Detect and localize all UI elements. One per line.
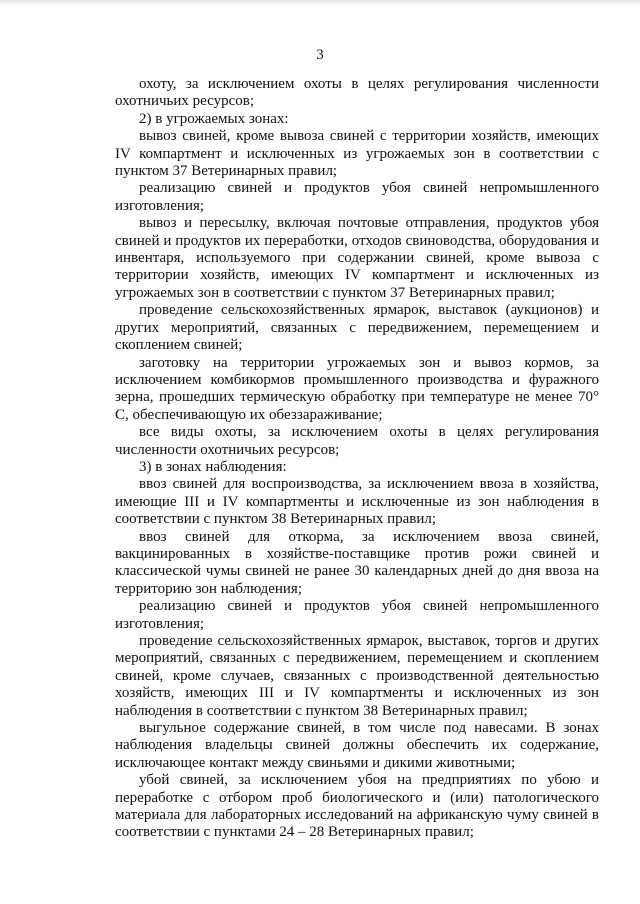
paragraph: вывоз и пересылку, включая почтовые отправления, продуктов убоя свиней и продуктов их переработки, отходов свиноводства, оборудования и инвентаря, используемого при содержании свиней, кроме вывоза с территории хозяйств, имеющих IV компартмент и исключенных из угрожаемых зон в соответствии с пунктом 37 Ветеринарных правил; <box>115 215 599 301</box>
paragraph: заготовку на территории угрожаемых зон и вывоз кормов, за исключением комбикормов промышленного производства и фуражного зерна, прошедших термическую обработку при температуре не менее 70° С, обеспечивающую их обеззараживание; <box>115 354 599 423</box>
paragraph: убой свиней, за исключением убоя на предприятиях по убою и переработке с отбором проб биологического и (или) патологического материала для лабораторных исследований на африканскую чуму свиней в соответствии с пунктами 24 – 28 Ветеринарных правил; <box>115 772 599 841</box>
paragraph: ввоз свиней для воспроизводства, за исключением ввоза в хозяйства, имеющие III и IV компартменты и исключенные из зон наблюдения в соответствии с пунктом 38 Ветеринарных правил; <box>115 476 599 528</box>
paragraph: все виды охоты, за исключением охоты в целях регулирования численности охотничьих ресурсов; <box>115 424 599 458</box>
paragraph: ввоз свиней для откорма, за исключением ввоза свиней, вакцинированных в хозяйстве-поставщике против рожи свиней и классической чумы свиней не ранее 30 календарных дней до дня ввоза на территорию зон наблюдения; <box>115 528 599 597</box>
paragraph: охоту, за исключением охоты в целях регулирования численности охотничьих ресурсов; <box>115 76 599 110</box>
section-heading: 2) в угрожаемых зонах: <box>139 110 289 127</box>
paragraph: проведение сельскохозяйственных ярмарок, выставок (аукционов) и других мероприятий, связанных с передвижением, перемещением и скоплением свиней; <box>115 302 599 354</box>
paragraph: реализацию свиней и продуктов убоя свиней непромышленного изготовления; <box>115 598 599 632</box>
page-number: 3 <box>316 47 324 63</box>
paragraph: выгульное содержание свиней, в том числе под навесами. В зонах наблюдения владельцы свиней должны обеспечить их содержание, исключающее контакт между свиньями и дикими животными; <box>115 720 599 771</box>
scan-top-edge <box>0 0 640 6</box>
paragraph: реализацию свиней и продуктов убоя свиней непромышленного изготовления; <box>115 180 599 214</box>
paragraph: вывоз свиней, кроме вывоза свиней с территории хозяйств, имеющих IV компартмент и исключенных из угрожаемых зон в соответствии с пунктом 37 Ветеринарных правил; <box>115 128 599 180</box>
document-body <box>115 76 599 842</box>
section-heading: 3) в зонах наблюдения: <box>139 458 287 475</box>
paragraph: проведение сельскохозяйственных ярмарок, выставок, торгов и других мероприятий, связанных с передвижением, перемещением и скоплением свиней, кроме случаев, связанных с производственной деятельностью хозяйств, имеющих III и IV компартменты и исключенных из зон наблюдения в соответствии с пунктом 38 Ветеринарных правил; <box>115 633 599 719</box>
